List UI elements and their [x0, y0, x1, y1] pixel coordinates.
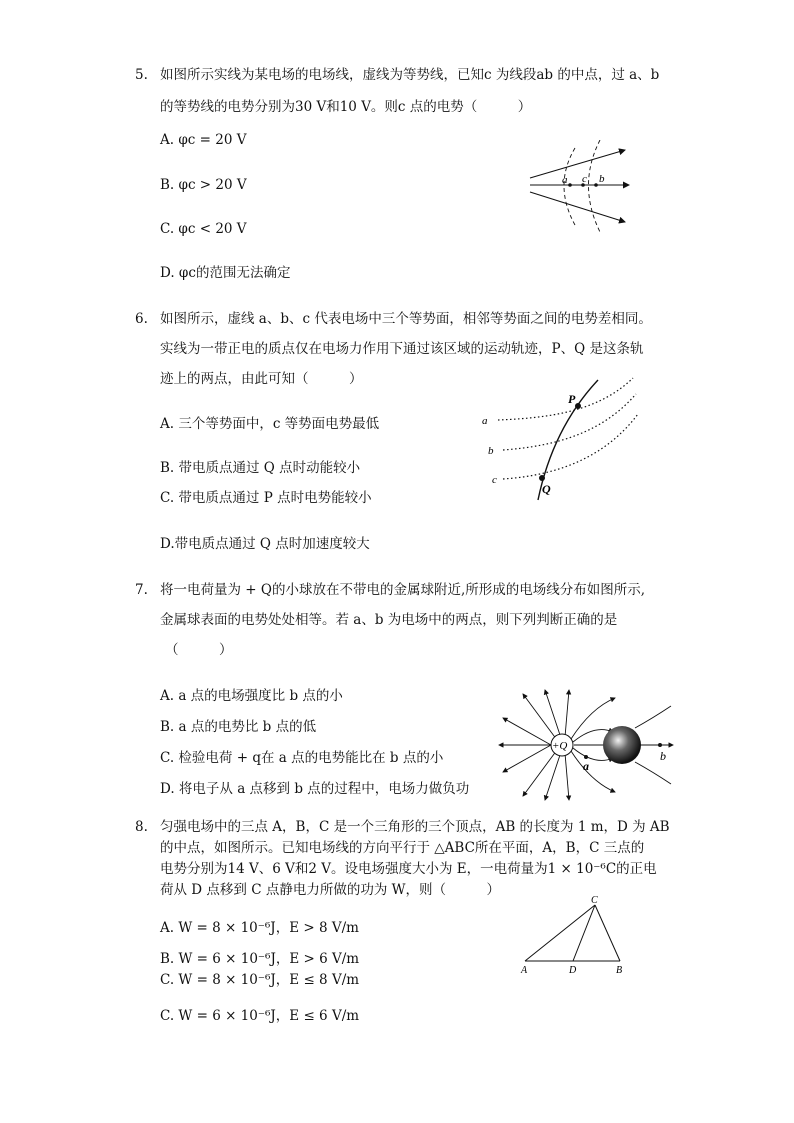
q5-option-c[interactable]: C. φc < 20 V	[160, 221, 247, 237]
q7-option-c[interactable]: C. 检验电荷 + q在 a 点的电势能比在 b 点的小	[160, 750, 444, 766]
q5-label-b: b	[599, 173, 605, 185]
q7-option-b[interactable]: B. a 点的电势比 b 点的低	[160, 719, 317, 735]
q8-stem-line-2: 的中点，如图所示。已知电场线的方向平行于 △ABC所在平面，A，B，C 三点的	[160, 840, 645, 856]
q7-option-d[interactable]: D. 将电子从 a 点移到 b 点的过程中，电场力做负功	[160, 781, 470, 797]
q8-stem-line-3: 电势分别为14 V、6 V和2 V。设电场强度大小为 E，一电荷量为1 × 10⁻⁶C的正电	[160, 861, 657, 877]
q6-number: 6.	[135, 311, 148, 327]
q5-option-d[interactable]: D. φc的范围无法确定	[160, 265, 291, 281]
q8-stem-line-4: 荷从 D 点移到 C 点静电力所做的功为 W，则（ ）	[160, 882, 500, 898]
q8-label-a: A	[521, 965, 528, 976]
q8-option-d[interactable]: C. W = 6 × 10⁻⁶J，E ≤ 6 V/m	[160, 1008, 360, 1024]
q6-option-c[interactable]: C. 带电质点通过 P 点时电势能较小	[160, 490, 372, 506]
q6-option-a[interactable]: A. 三个等势面中，c 等势面电势最低	[160, 416, 380, 432]
q6-label-q: Q	[542, 482, 551, 496]
q7-number: 7.	[135, 582, 148, 598]
q7-option-a[interactable]: A. a 点的电场强度比 b 点的小	[160, 688, 343, 704]
q6-stem-line-2: 实线为一带正电的质点仅在电场力作用下通过该区域的运动轨迹，P、Q 是这条轨	[160, 341, 644, 357]
q8-triangle-figure	[515, 893, 635, 978]
q8-label-b: B	[616, 965, 623, 976]
q5-stem-line-2: 的等势线的电势分别为30 V和10 V。则c 点的电势（ ）	[160, 99, 532, 115]
q7-stem-line-2: 金属球表面的电势处处相等。若 a、b 为电场中的两点，则下列判断正确的是	[160, 612, 618, 628]
q8-stem-line-1: 匀强电场中的三点 A，B，C 是一个三角形的三个顶点，AB 的长度为 1 m，D 为 AB	[160, 819, 670, 835]
q5-field-figure	[525, 140, 635, 235]
q8-option-c[interactable]: C. W = 8 × 10⁻⁶J，E ≤ 8 V/m	[160, 972, 360, 988]
q5-option-a[interactable]: A. φc = 20 V	[160, 132, 247, 148]
q6-label-a: a	[482, 415, 488, 427]
q7-stem-line-3: （ ）	[165, 642, 233, 658]
q7-stem-line-1: 将一电荷量为 + Q的小球放在不带电的金属球附近,所形成的电场线分布如图所示,	[160, 582, 646, 598]
q6-label-p: P	[568, 392, 576, 406]
q6-label-c: c	[492, 474, 497, 486]
q8-option-b[interactable]: B. W = 6 × 10⁻⁶J，E > 6 V/m	[160, 951, 360, 967]
q8-option-a[interactable]: A. W = 8 × 10⁻⁶J，E > 8 V/m	[160, 920, 359, 936]
q6-option-d[interactable]: D.带电质点通过 Q 点时加速度较大	[160, 536, 370, 552]
q8-label-d: D	[569, 965, 577, 976]
q7-label-a: a	[583, 759, 589, 773]
q8-label-c: C	[591, 895, 598, 906]
q6-trajectory-figure	[478, 372, 648, 502]
q6-stem-line-1: 如图所示，虚线 a、b、c 代表电场中三个等势面，相邻等势面之间的电势差相同。	[160, 311, 652, 327]
q8-number: 8.	[135, 819, 148, 835]
q6-label-b: b	[488, 445, 494, 457]
q6-option-b[interactable]: B. 带电质点通过 Q 点时动能较小	[160, 460, 361, 476]
q7-label-b: b	[660, 749, 666, 763]
q5-option-b[interactable]: B. φc > 20 V	[160, 177, 247, 193]
q5-label-a: a	[562, 174, 568, 186]
q5-stem-line-1: 如图所示实线为某电场的电场线，虚线为等势线，已知c 为线段ab 的中点，过 a、b	[160, 67, 660, 83]
q5-number: 5.	[135, 67, 148, 83]
q7-field-figure	[495, 688, 675, 802]
q7-label-plus-q: +Q	[552, 740, 568, 752]
q5-label-c: c	[582, 173, 587, 185]
q6-stem-line-3: 迹上的两点，由此可知（ ）	[160, 371, 363, 387]
